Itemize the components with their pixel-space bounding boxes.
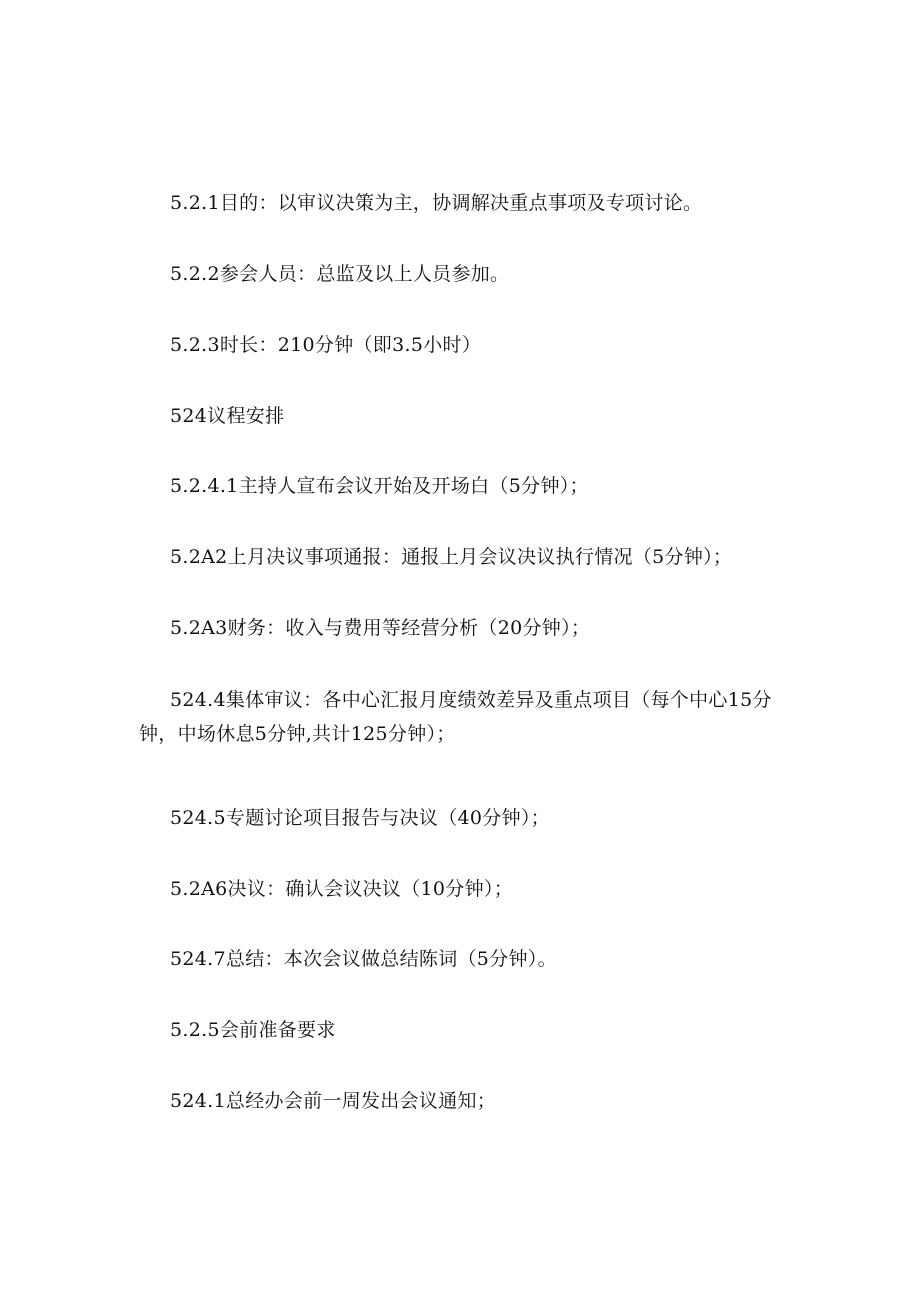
paragraph-agenda-heading: 524议程安排 bbox=[170, 405, 285, 427]
paragraph-5-2-3: 5.2.3时长：210分钟（即3.5小时） bbox=[170, 334, 482, 356]
paragraph-5-2-5-1: 524.1总经办会前一周发出会议通知； bbox=[170, 1090, 497, 1112]
paragraph-5-2-4-5: 524.5专题讨论项目报告与决议（40分钟）； bbox=[170, 807, 550, 829]
paragraph-5-2-4-2: 5.2A2上月决议事项通报：通报上月会议决议执行情况（5分钟）； bbox=[170, 546, 733, 568]
paragraph-5-2-2: 5.2.2参会人员：总监及以上人员参加。 bbox=[170, 263, 510, 285]
paragraph-5-2-1: 5.2.1目的：以审议决策为主，协调解决重点事项及专项讨论。 bbox=[170, 192, 703, 214]
paragraph-5-2-4-4: 524.4集体审议：各中心汇报月度绩效差异及重点项目（每个中心15分钟，中场休息5分钟,共计125分钟）； bbox=[139, 689, 772, 745]
paragraph-5-2-5: 5.2.5会前准备要求 bbox=[170, 1019, 336, 1041]
paragraph-5-2-4-6: 5.2A6决议：确认会议决议（10分钟）； bbox=[170, 878, 514, 900]
paragraph-5-2-4-1: 5.2.4.1主持人宣布会议开始及开场白（5分钟）； bbox=[170, 475, 589, 497]
paragraph-5-2-4-3: 5.2A3财务：收入与费用等经营分析（20分钟）； bbox=[170, 617, 591, 639]
paragraph-5-2-4-7: 524.7总结：本次会议做总结陈词（5分钟）。 bbox=[170, 948, 557, 970]
